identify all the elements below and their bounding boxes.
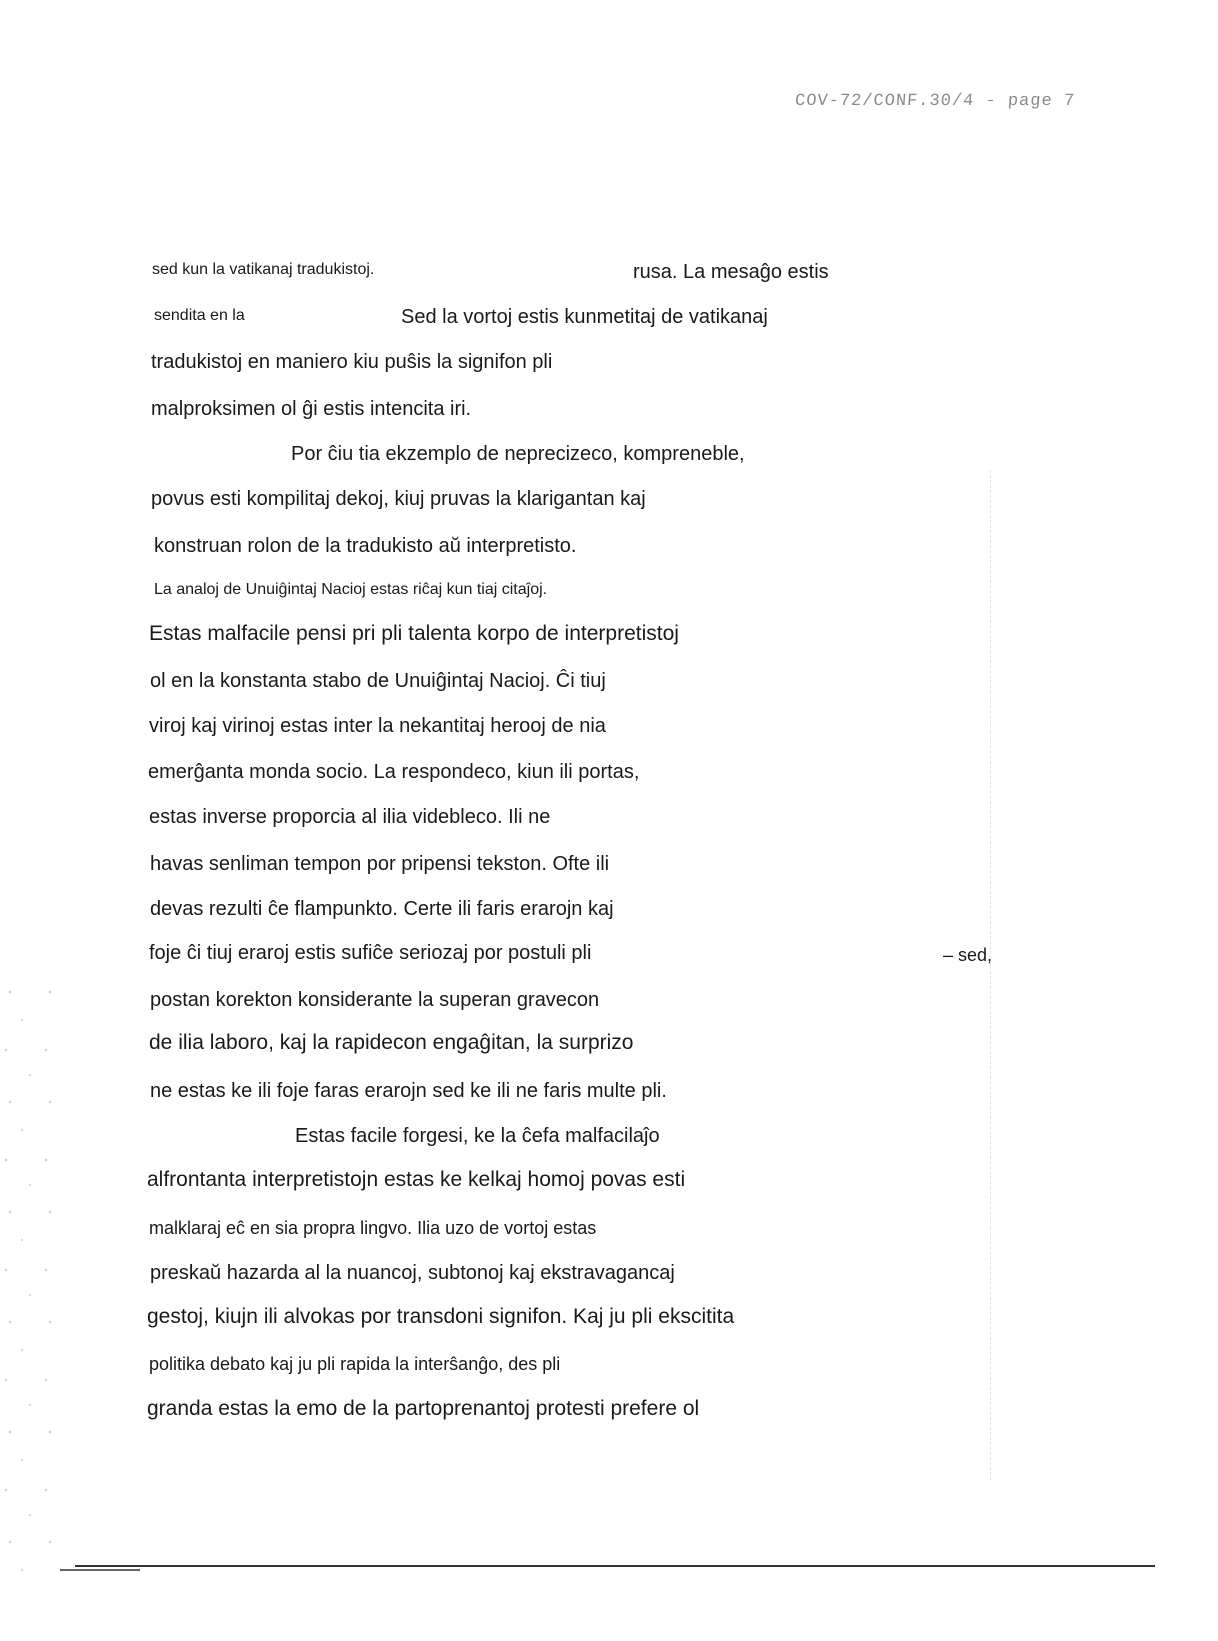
text-line-19: ne estas ke ili foje faras erarojn sed ke ili ne faris multe pli. (150, 1080, 667, 1102)
text-line-24: gestoj, kiujn ili alvokas por transdoni signifon. Kaj ju pli ekscitita (147, 1305, 735, 1328)
text-line-17: postan korekton konsiderante la superan gravecon (150, 989, 600, 1011)
text-line-4: malproksimen ol ĝi estis intencita iri. (151, 398, 472, 420)
text-line-10: ol en la konstanta stabo de Unuiĝintaj Nacioj. Ĉi tiuj (150, 670, 606, 692)
text-line-15: devas rezulti ĉe flampunkto. Certe ili faris erarojn kaj (150, 898, 614, 920)
text-line-1-right: rusa. La mesaĝo estis (633, 261, 829, 283)
footer-rule-mark (60, 1569, 140, 1571)
text-line-11: viroj kaj virinoj estas inter la nekantitaj herooj de nia (149, 715, 606, 737)
text-line-3: tradukistoj en maniero kiu puŝis la signifon pli (151, 351, 553, 373)
text-line-9: Estas malfacile pensi pri pli talenta korpo de interpretistoj (149, 622, 679, 645)
text-line-16-right: – sed, (943, 945, 993, 965)
text-line-2-right: Sed la vortoj estis kunmetitaj de vatikanaj (401, 306, 768, 328)
text-line-26: granda estas la emo de la partoprenantoj protesti prefere ol (147, 1397, 700, 1420)
page-reference: COV-72/CONF.30/4 - page 7 (794, 92, 1076, 111)
text-line-23: preskaŭ hazarda al la nuancoj, subtonoj kaj ekstravagancaj (150, 1262, 675, 1284)
text-line-12: emerĝanta monda socio. La respondeco, kiun ili portas, (148, 761, 640, 783)
text-line-5: Por ĉiu tia ekzemplo de neprecizeco, kompreneble, (291, 443, 745, 465)
text-line-25: politika debato kaj ju pli rapida la interŝanĝo, des pli (149, 1354, 561, 1374)
text-line-14: havas senliman tempon por pripensi tekston. Ofte ili (150, 853, 610, 875)
text-line-18: de ilia laboro, kaj la rapidecon engaĝitan, la surprizo (149, 1031, 634, 1054)
text-line-7: konstruan rolon de la tradukisto aŭ interpretisto. (154, 535, 577, 557)
scan-specks (0, 980, 60, 1580)
text-line-8: La analoj de Unuiĝintaj Nacioj estas riĉaj kun tiaj citaĵoj. (154, 581, 548, 598)
text-line-2-left: sendita en la (154, 307, 245, 324)
text-line-22: malklaraj eĉ en sia propra lingvo. Ilia uzo de vortoj estas (149, 1218, 597, 1238)
text-line-6: povus esti kompilitaj dekoj, kiuj pruvas la klarigantan kaj (151, 488, 646, 510)
text-line-20: Estas facile forgesi, ke la ĉefa malfacilaĵo (295, 1125, 660, 1147)
text-line-16-left: foje ĉi tiuj eraroj estis sufiĉe seriozaj por postuli pli (149, 942, 592, 964)
scan-shadow (990, 470, 1001, 1480)
text-line-21: alfrontanta interpretistojn estas ke kelkaj homoj povas esti (147, 1168, 686, 1191)
text-line-1-left: sed kun la vatikanaj tradukistoj. (152, 261, 375, 278)
text-line-13: estas inverse proporcia al ilia videbleco. Ili ne (149, 806, 551, 828)
footer-rule (75, 1565, 1155, 1567)
